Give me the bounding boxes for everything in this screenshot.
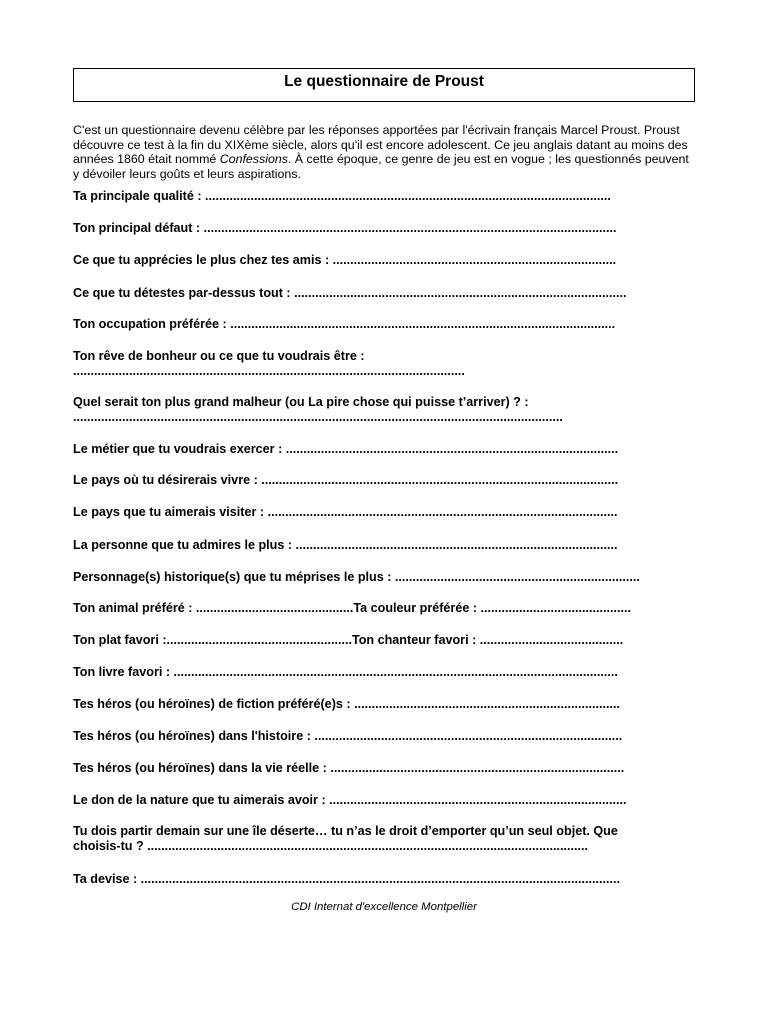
question-reve-bonheur bbox=[73, 349, 698, 379]
question-don-nature: Le don de la nature que tu aimerais avoir : ..................................................................................... bbox=[73, 793, 627, 807]
question-pays-vivre: Le pays où tu désirerais vivre : ...................................................................................................... bbox=[73, 473, 619, 487]
question-occupation: Ton occupation préférée : .............................................................................................................. bbox=[73, 317, 616, 331]
question-metier: Le métier que tu voudrais exercer : ............................................................................................... bbox=[73, 442, 619, 456]
question-personnages-historiques: Personnage(s) historique(s) que tu méprises le plus : ...................................................................... bbox=[73, 570, 640, 584]
question-principale-qualite: Ta principale qualité : .................................................................................................................... bbox=[73, 189, 611, 203]
footer-credit: CDI Internat d'excellence Montpellier bbox=[291, 901, 477, 913]
answer-dots: choisis-tu ? .............................................................................................................................. bbox=[73, 839, 589, 853]
question-animal-couleur: Ton animal préféré : .............................................Ta couleur préférée : ........................................... bbox=[73, 601, 631, 615]
question-grand-malheur bbox=[73, 395, 698, 425]
question-devise: Ta devise : ......................................................................................................................................... bbox=[73, 872, 621, 886]
question-apprecies-amis: Ce que tu apprécies le plus chez tes amis : ................................................................................. bbox=[73, 253, 617, 267]
intro-emphasis: Confessions bbox=[219, 152, 288, 167]
intro-text-after: . À cette époque, ce genre de jeu est en vogue ; les questionnés peuvent y dévoiler leurs goûts et leurs aspirations. bbox=[73, 152, 689, 181]
question-heros-fiction: Tes héros (ou héroïnes) de fiction préféré(e)s : ............................................................................ bbox=[73, 697, 620, 711]
answer-dots: ................................................................................................................ bbox=[73, 364, 465, 378]
intro-text-before: C'est un questionnaire devenu célèbre par les réponses apportées par l'écrivain français Marcel Proust. Proust découvre ce test à la fin du XIXème siècle, alors qu'il est encore adolescent. Ce jeu anglais datant au moins des années 1860 était nommé bbox=[73, 123, 688, 167]
question-pays-visiter: Le pays que tu aimerais visiter : .................................................................................................... bbox=[73, 505, 618, 519]
question-line: Tu dois partir demain sur une île déserte… tu n’as le droit d’emporter qu’un seul objet. Que bbox=[73, 824, 618, 838]
question-plat-chanteur: Ton plat favori :.....................................................Ton chanteur favori : ......................................... bbox=[73, 633, 624, 647]
question-line: Quel serait ton plus grand malheur (ou La pire chose qui puisse t’arriver) ? : bbox=[73, 395, 529, 409]
question-livre: Ton livre favori : ............................................................................................................................... bbox=[73, 665, 618, 679]
question-heros-histoire: Tes héros (ou héroïnes) dans l'histoire : ........................................................................................ bbox=[73, 729, 623, 743]
question-ile-deserte bbox=[73, 824, 698, 854]
page-title: Le questionnaire de Proust bbox=[284, 73, 484, 90]
question-detestes: Ce que tu détestes par-dessus tout : ............................................................................................... bbox=[73, 286, 627, 300]
question-personne-admires: La personne que tu admires le plus : ............................................................................................ bbox=[73, 538, 618, 552]
title-box bbox=[73, 68, 695, 102]
question-principal-defaut: Ton principal défaut : ...................................................................................................................... bbox=[73, 221, 617, 235]
question-heros-vie-reelle: Tes héros (ou héroïnes) dans la vie réelle : .................................................................................... bbox=[73, 761, 625, 775]
question-line: Ton rêve de bonheur ou ce que tu voudrais être : bbox=[73, 349, 365, 363]
answer-dots: ............................................................................................................................................ bbox=[73, 410, 563, 424]
intro-paragraph bbox=[73, 123, 698, 181]
